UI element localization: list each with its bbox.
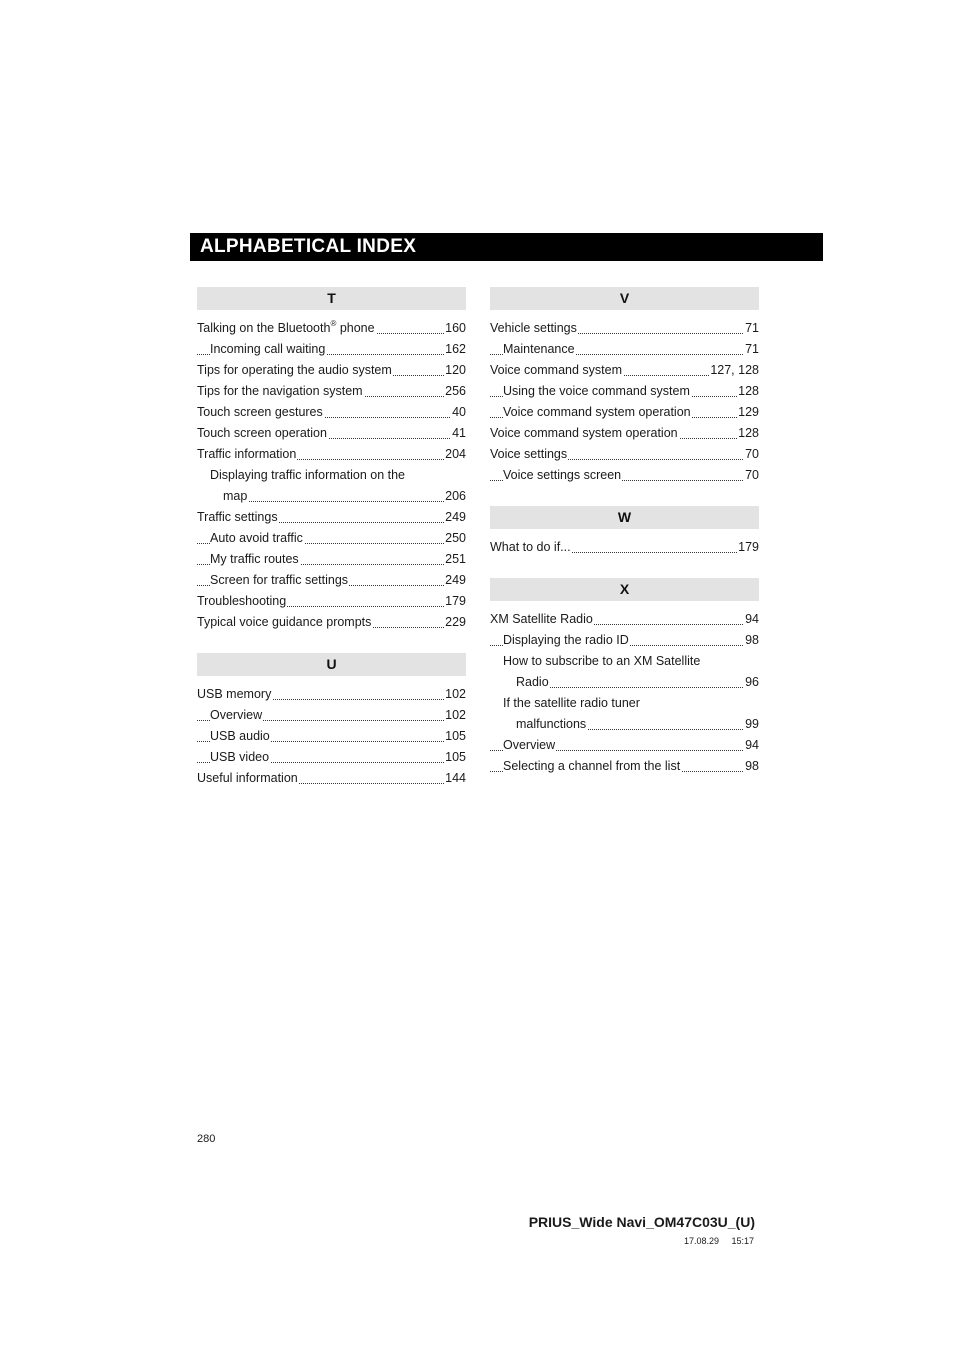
document-title: PRIUS_Wide Navi_OM47C03U_(U) <box>528 1214 755 1230</box>
page-title: ALPHABETICAL INDEX <box>200 236 417 257</box>
index-section-u <box>197 653 466 789</box>
entry-continuation <box>503 672 759 693</box>
leader-dots <box>516 687 759 688</box>
entry-text: Incoming call waiting <box>210 342 326 356</box>
entry-text: Voice command system <box>490 363 622 377</box>
entry-text: XM Satellite Radio <box>490 612 593 626</box>
index-header-bar <box>190 233 823 261</box>
index-subentry[interactable] <box>490 651 759 693</box>
entry-page: 98 <box>744 756 759 777</box>
section-letter: V <box>490 287 759 310</box>
entry-text: Typical voice guidance prompts <box>197 615 372 629</box>
entry-text: Voice command system operation <box>490 426 678 440</box>
entry-page: 71 <box>744 339 759 360</box>
entry-continuation <box>210 486 466 507</box>
entry-text: Voice settings screen <box>503 468 622 482</box>
entry-page: 98 <box>744 630 759 651</box>
entry-page: 120 <box>444 360 466 381</box>
entry-text: Auto avoid traffic <box>210 531 303 545</box>
entry-page: 99 <box>744 714 759 735</box>
index-subentry[interactable] <box>490 339 759 360</box>
index-subentry[interactable] <box>490 630 759 651</box>
entry-text: Tips for operating the audio system <box>197 363 392 377</box>
index-entry[interactable] <box>490 444 759 465</box>
entry-text: Overview <box>503 738 556 752</box>
index-subentry[interactable] <box>197 549 466 570</box>
entry-text: Maintenance <box>503 342 575 356</box>
index-subentry[interactable] <box>197 726 466 747</box>
section-letter: T <box>197 287 466 310</box>
index-entry[interactable] <box>197 612 466 633</box>
index-section-v <box>490 287 759 486</box>
entry-text-line1: How to subscribe to an XM Satellite <box>503 654 701 668</box>
entry-text: Screen for traffic settings <box>210 573 349 587</box>
entry-text: Traffic settings <box>197 510 278 524</box>
entry-text-line2: Radio <box>516 675 549 689</box>
registered-mark: ® <box>330 318 337 328</box>
entry-text: Touch screen gestures <box>197 405 323 419</box>
entry-page: 129 <box>737 402 759 423</box>
index-subentry[interactable] <box>197 705 466 726</box>
entry-page: 41 <box>451 423 466 444</box>
entry-page: 206 <box>444 486 466 507</box>
entry-page: 96 <box>744 672 759 693</box>
entry-page: 94 <box>744 609 759 630</box>
index-entry[interactable] <box>197 684 466 705</box>
entry-text: Troubleshooting <box>197 594 287 608</box>
entry-page: 249 <box>444 507 466 528</box>
index-subentry[interactable] <box>490 381 759 402</box>
index-entry[interactable] <box>197 423 466 444</box>
entry-page: 128 <box>737 423 759 444</box>
entry-page: 162 <box>444 339 466 360</box>
index-column-right <box>490 287 759 793</box>
index-section-t <box>197 287 466 633</box>
index-entry[interactable] <box>197 360 466 381</box>
entry-text: Traffic information <box>197 447 297 461</box>
entry-text: Displaying the radio ID <box>503 633 629 647</box>
index-section-x <box>490 578 759 777</box>
entry-text: Tips for the navigation system <box>197 384 363 398</box>
index-entry[interactable] <box>197 768 466 789</box>
section-letter: U <box>197 653 466 676</box>
entry-text-line1: If the satellite radio tuner <box>503 696 640 710</box>
entry-text-line1: Displaying traffic information on the <box>210 468 406 482</box>
entry-page: 94 <box>744 735 759 756</box>
entry-text-after: phone <box>336 321 375 335</box>
entry-page: 179 <box>444 591 466 612</box>
entry-page: 71 <box>744 318 759 339</box>
entry-text: Selecting a channel from the list <box>503 759 681 773</box>
entry-continuation <box>503 714 759 735</box>
index-entry[interactable] <box>197 402 466 423</box>
entry-text: USB audio <box>210 729 270 743</box>
entry-page: 128 <box>737 381 759 402</box>
entry-page: 102 <box>444 705 466 726</box>
entry-page: 249 <box>444 570 466 591</box>
entry-page: 204 <box>444 444 466 465</box>
section-letter: X <box>490 578 759 601</box>
index-subentry[interactable] <box>490 735 759 756</box>
entry-page: 160 <box>444 318 466 339</box>
index-entry[interactable] <box>490 318 759 339</box>
index-entry[interactable] <box>490 537 759 558</box>
index-entry[interactable] <box>197 381 466 402</box>
entry-text: Useful information <box>197 771 298 785</box>
entry-text: What to do if... <box>490 540 571 554</box>
entry-text: Using the voice command system <box>503 384 690 398</box>
entry-page: 105 <box>444 726 466 747</box>
index-subentry[interactable] <box>197 570 466 591</box>
entry-page: 250 <box>444 528 466 549</box>
index-subentry[interactable] <box>197 339 466 360</box>
index-subentry[interactable] <box>197 528 466 549</box>
print-timestamp: 17.08.29 15:17 <box>683 1236 754 1246</box>
entry-text-line2: map <box>223 489 248 503</box>
index-entry[interactable] <box>197 444 466 465</box>
index-subentry[interactable] <box>197 747 466 768</box>
entry-text: Talking on the Bluetooth <box>197 321 331 335</box>
index-subentry[interactable] <box>490 465 759 486</box>
index-section-w <box>490 506 759 558</box>
index-entry[interactable] <box>197 318 466 339</box>
entry-page: 70 <box>744 465 759 486</box>
leader-dots <box>223 501 466 502</box>
section-letter: W <box>490 506 759 529</box>
entry-page: 229 <box>444 612 466 633</box>
index-entry[interactable] <box>490 609 759 630</box>
entry-page: 70 <box>744 444 759 465</box>
entry-text: My traffic routes <box>210 552 299 566</box>
index-entry[interactable] <box>197 507 466 528</box>
index-subentry[interactable] <box>490 756 759 777</box>
entry-page: 105 <box>444 747 466 768</box>
entry-page: 40 <box>451 402 466 423</box>
entry-page: 251 <box>444 549 466 570</box>
entry-page: 256 <box>444 381 466 402</box>
entry-text-line2: malfunctions <box>516 717 587 731</box>
entry-text: Overview <box>210 708 263 722</box>
index-column-left <box>197 287 466 805</box>
entry-page: 102 <box>444 684 466 705</box>
index-entry[interactable] <box>197 591 466 612</box>
index-subentry[interactable] <box>197 465 466 507</box>
index-entry[interactable] <box>490 360 759 381</box>
entry-text: Touch screen operation <box>197 426 327 440</box>
entry-text: Voice command system operation <box>503 405 691 419</box>
entry-text: USB video <box>210 750 270 764</box>
index-entry[interactable] <box>490 423 759 444</box>
entry-page: 127, 128 <box>709 360 759 381</box>
page-number: 280 <box>197 1133 216 1145</box>
entry-text: Vehicle settings <box>490 321 577 335</box>
entry-text: USB memory <box>197 687 272 701</box>
index-subentry[interactable] <box>490 402 759 423</box>
entry-text: Voice settings <box>490 447 568 461</box>
entry-page: 179 <box>737 537 759 558</box>
entry-page: 144 <box>444 768 466 789</box>
index-subentry[interactable] <box>490 693 759 735</box>
